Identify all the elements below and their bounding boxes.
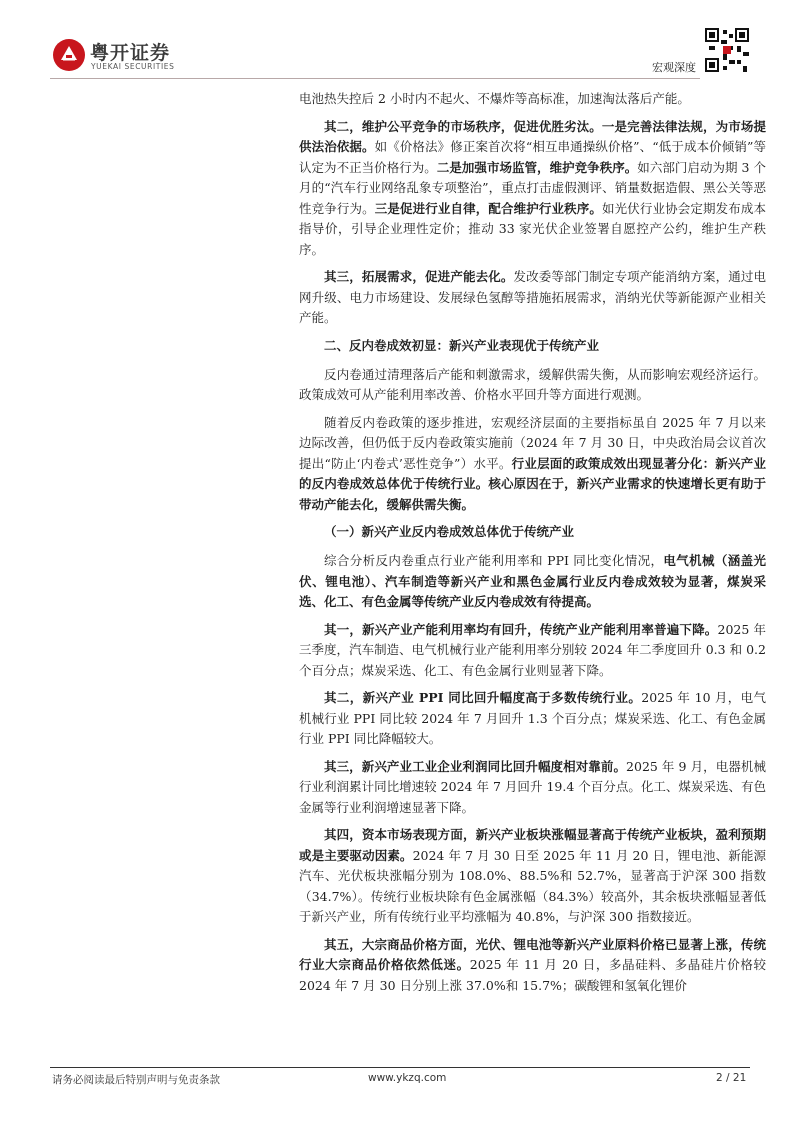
paragraph: 综合分析反内卷重点行业产能利用率和 PPI 同比变化情况，电气机械（涵盖光伏、锂电池）、汽车制造等新兴产业和黑色金属行业反内卷成效较为显著，煤炭采选、化工、有色金属等传统产业反内卷成效有待提高。 xyxy=(299,553,766,609)
report-body xyxy=(299,89,766,1003)
footer-disclaimer: 请务必阅读最后特别声明与免责条款 xyxy=(52,1074,220,1086)
page-number: 2 / 21 xyxy=(716,1072,747,1084)
paragraph: 电池热失控后 2 小时内不起火、不爆炸等高标准，加速淘汰落后产能。 xyxy=(299,91,690,106)
brand-name-en: YUEKAI SECURITIES xyxy=(91,62,175,71)
paragraph: 其二，新兴产业 PPI 同比回升幅度高于多数传统行业。2025 年 10 月，电气机械行业 PPI 同比较 2024 年 7 月回升 1.3 个百分点；煤炭采选、化工、有色金属行业 PPI 同比降幅较大。 xyxy=(299,690,767,746)
footer-rule xyxy=(50,1067,750,1068)
footer-website-link[interactable]: www.ykzq.com xyxy=(368,1072,447,1084)
paragraph: 反内卷通过清理落后产能和刺激需求，缓解供需失衡，从而影响宏观经济运行。政策成效可从产能利用率改善、价格水平回升等方面进行观测。 xyxy=(299,366,766,402)
subsection-heading: （一）新兴产业反内卷成效总体优于传统产业 xyxy=(324,524,575,539)
paragraph: 其五，大宗商品价格方面，光伏、锂电池等新兴产业原料价格已显著上涨，传统行业大宗商品价格依然低迷。2025 年 11 月 20 日，多晶硅料、多晶硅片价格较 2024 年 7 月 30 日分别上涨 37.0%和 15.7%；碳酸锂和氢氧化锂价 xyxy=(299,936,766,993)
paragraph: 其四，资本市场表现方面，新兴产业板块涨幅显著高于传统产业板块，盈利预期或是主要驱动因素。2024 年 7 月 30 日至 2025 年 11 月 20 日，锂电池、新能源汽车、光伏板块涨幅分别为 108.0%、88.5%和 52.7%，显著高于沪深 300 指数（34.7%）。传统行业板块除有色金属涨幅（84.3%）较高外，其余板块涨幅显著低于新兴产业，所有传统行业平均涨幅为 40.8%，与沪深 300 指数接近。 xyxy=(299,827,766,924)
report-section-tag: 宏观深度 xyxy=(652,61,696,74)
brand-name-cn: 粤开证券 xyxy=(90,42,171,64)
paragraph: 随着反内卷政策的逐步推进，宏观经济层面的主要指标虽自 2025 年 7 月以来边际改善，但仍低于反内卷政策实施前（2024 年 7 月 30 日，中央政治局会议首次提出“防止‘内卷式’恶性竞争”）水平。行业层面的政策成效出现显著分化：新兴产业的反内卷成效总体优于传统行业。核心原因在于，新兴产业需求的快速增长更有助于带动产能去化，缓解供需失衡。 xyxy=(299,414,766,512)
header-rule xyxy=(50,78,700,79)
paragraph: 其三，新兴产业工业企业利润同比回升幅度相对靠前。2025 年 9 月，电器机械行业利润累计同比增速较 2024 年 7 月回升 19.4 个百分点。化工、煤炭采选、有色金属等行业利润增速显著下降。 xyxy=(299,758,766,815)
yuekai-logo-icon xyxy=(52,38,86,72)
section-heading: 二、反内卷成效初显：新兴产业表现优于传统产业 xyxy=(324,337,600,353)
paragraph: 其二，维护公平竞争的市场秩序，促进优胜劣汰。一是完善法律法规，为市场提供法治依据。如《价格法》修正案首次将“相互串通操纵价格”、“低于成本价倾销”等认定为不正当价格行为。二是加强市场监管，维护竞争秩序。如六部门启动为期 3 个月的“汽车行业网络乱象专项整治”，重点打击虚假测评、销量数据造假、黑公关等恶性竞争行为。三是促进行业自律，配合维护行业秩序。如光伏行业协会定期发布成本指导价，引导企业理性定价；推动 33 家光伏企业签署自愿控产公约，维护生产秩序。 xyxy=(299,118,766,257)
paragraph: 其三，拓展需求，促进产能去化。发改委等部门制定专项产能消纳方案，通过电网升级、电力市场建设、发展绿色氢醇等措施拓展需求，消纳光伏等新能源产业相关产能。 xyxy=(299,269,766,325)
paragraph: 其一，新兴产业产能利用率均有回升，传统产业产能利用率普遍下降。2025 年三季度，汽车制造、电气机械行业产能利用率分别较 2024 年二季度回升 0.3 和 0.2 个百分点；煤炭采选、化工、有色金属行业则显著下降。 xyxy=(299,621,766,678)
page-header xyxy=(0,0,794,90)
qr-code-icon xyxy=(705,28,749,72)
